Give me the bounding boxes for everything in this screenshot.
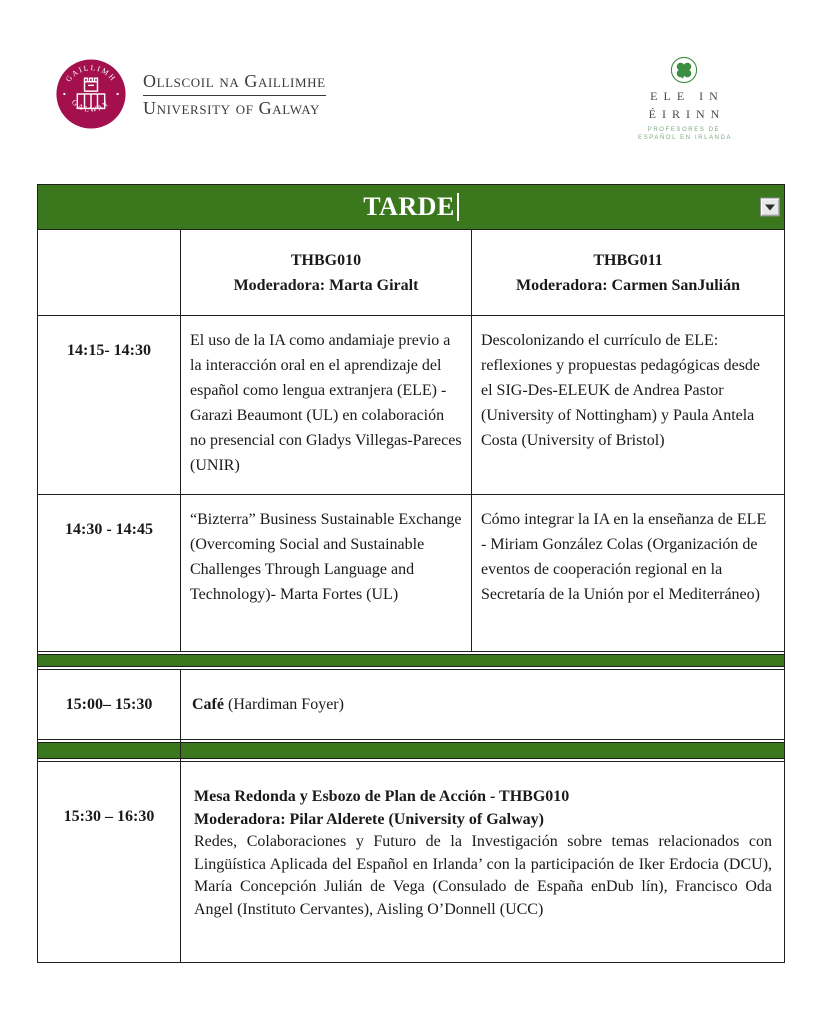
schedule-table [37,184,785,963]
session-thbg011: Descolonizando el currículo de ELE: reflexiones y propuestas pedagógicas desde el SIG-Des-ELEUK de Andrea Pastor (University of Nottingham) y Paula Antela Costa (University of Bristol) [472,316,785,495]
ele-logo-line2: ÉIRINN [648,107,726,121]
green-separator [181,740,785,762]
break-description [181,670,785,740]
header-time-cell [38,230,181,316]
galway-logo [55,58,326,130]
room-code: THBG011 [593,251,663,269]
seal-bottom-text: GALWAY [69,97,113,115]
roundtable-details: Redes, Colaboraciones y Futuro de la Investigación sobre temas relacionados con Lingüística Aplicada del Español en Irlanda’ con la participación de Iker Erdocia (DCU), María Concepción Julián de Vega (Consulado de España enDub lín), Francisco Oda Angel (Instituto Cervantes), Aisling O’Donnell (UCC) [194,833,773,918]
header-room-thbg011 [472,230,785,316]
galway-seal-icon [55,58,127,130]
green-separator [38,740,181,762]
session-row [38,495,785,652]
break-label: Café [192,696,224,713]
session-thbg010: “Bizterra” Business Sustainable Exchange (Overcoming Social and Sustainable Challenges Through Language and Technology)- Marta Fortes (UL) [181,495,472,652]
session-row [38,316,785,495]
galway-name-english: University of Galway [143,98,320,118]
time-slot: 14:15- 14:30 [38,316,181,495]
table-header-row [38,230,785,316]
ele-logo-subtitle-1: PROFESORES DE [647,127,721,133]
separator-row [38,652,785,670]
break-location: (Hardiman Foyer) [223,696,344,713]
galway-name-irish: Ollscoil na Gaillimhe [143,71,326,96]
roundtable-row [38,762,785,963]
session-thbg011: Cómo integrar la IA en la enseñanza de ELE - Miriam González Colas (Organización de eventos de cooperación regional en la Secretaría de la Unión por el Mediterráneo) [472,495,785,652]
ele-logo-subtitle-2: ESPAÑOL EN IRLANDA [638,135,733,141]
room-moderator: Moderadora: Carmen SanJulián [516,276,741,294]
header-room-thbg010 [181,230,472,316]
room-moderator: Moderadora: Marta Giralt [233,276,419,294]
separator-row [38,740,785,762]
dropdown-button[interactable] [760,198,780,217]
chevron-down-icon [765,204,775,210]
green-separator [38,652,785,670]
room-code: THBG010 [290,251,362,269]
section-title-cell[interactable] [38,185,785,230]
time-slot: 15:30 – 16:30 [38,762,181,963]
ele-logo-line1: ELE IN [650,89,724,103]
session-thbg010: El uso de la IA como andamiaje previo a la interacción oral en el aprendizaje del español como lengua extranjera (ELE) - Garazi Beaumont (UL) en colaboración no presencial con Gladys Villegas-Pareces (UNIR) [181,316,472,495]
roundtable-description [181,762,785,963]
seal-top-text: GAILLIMH [63,63,119,84]
shamrock-icon [670,56,698,84]
text-cursor [457,193,459,221]
title-row [38,185,785,230]
roundtable-title: Mesa Redonda y Esbozo de Plan de Acción - THBG010 [194,788,570,805]
ele-eirinn-logo [638,56,733,141]
time-slot: 15:00– 15:30 [38,670,181,740]
time-slot: 14:30 - 14:45 [38,495,181,652]
break-row [38,670,785,740]
roundtable-moderator: Moderadora: Pilar Alderete (University of Galway) [194,810,544,828]
section-title[interactable]: TARDE [363,192,455,221]
